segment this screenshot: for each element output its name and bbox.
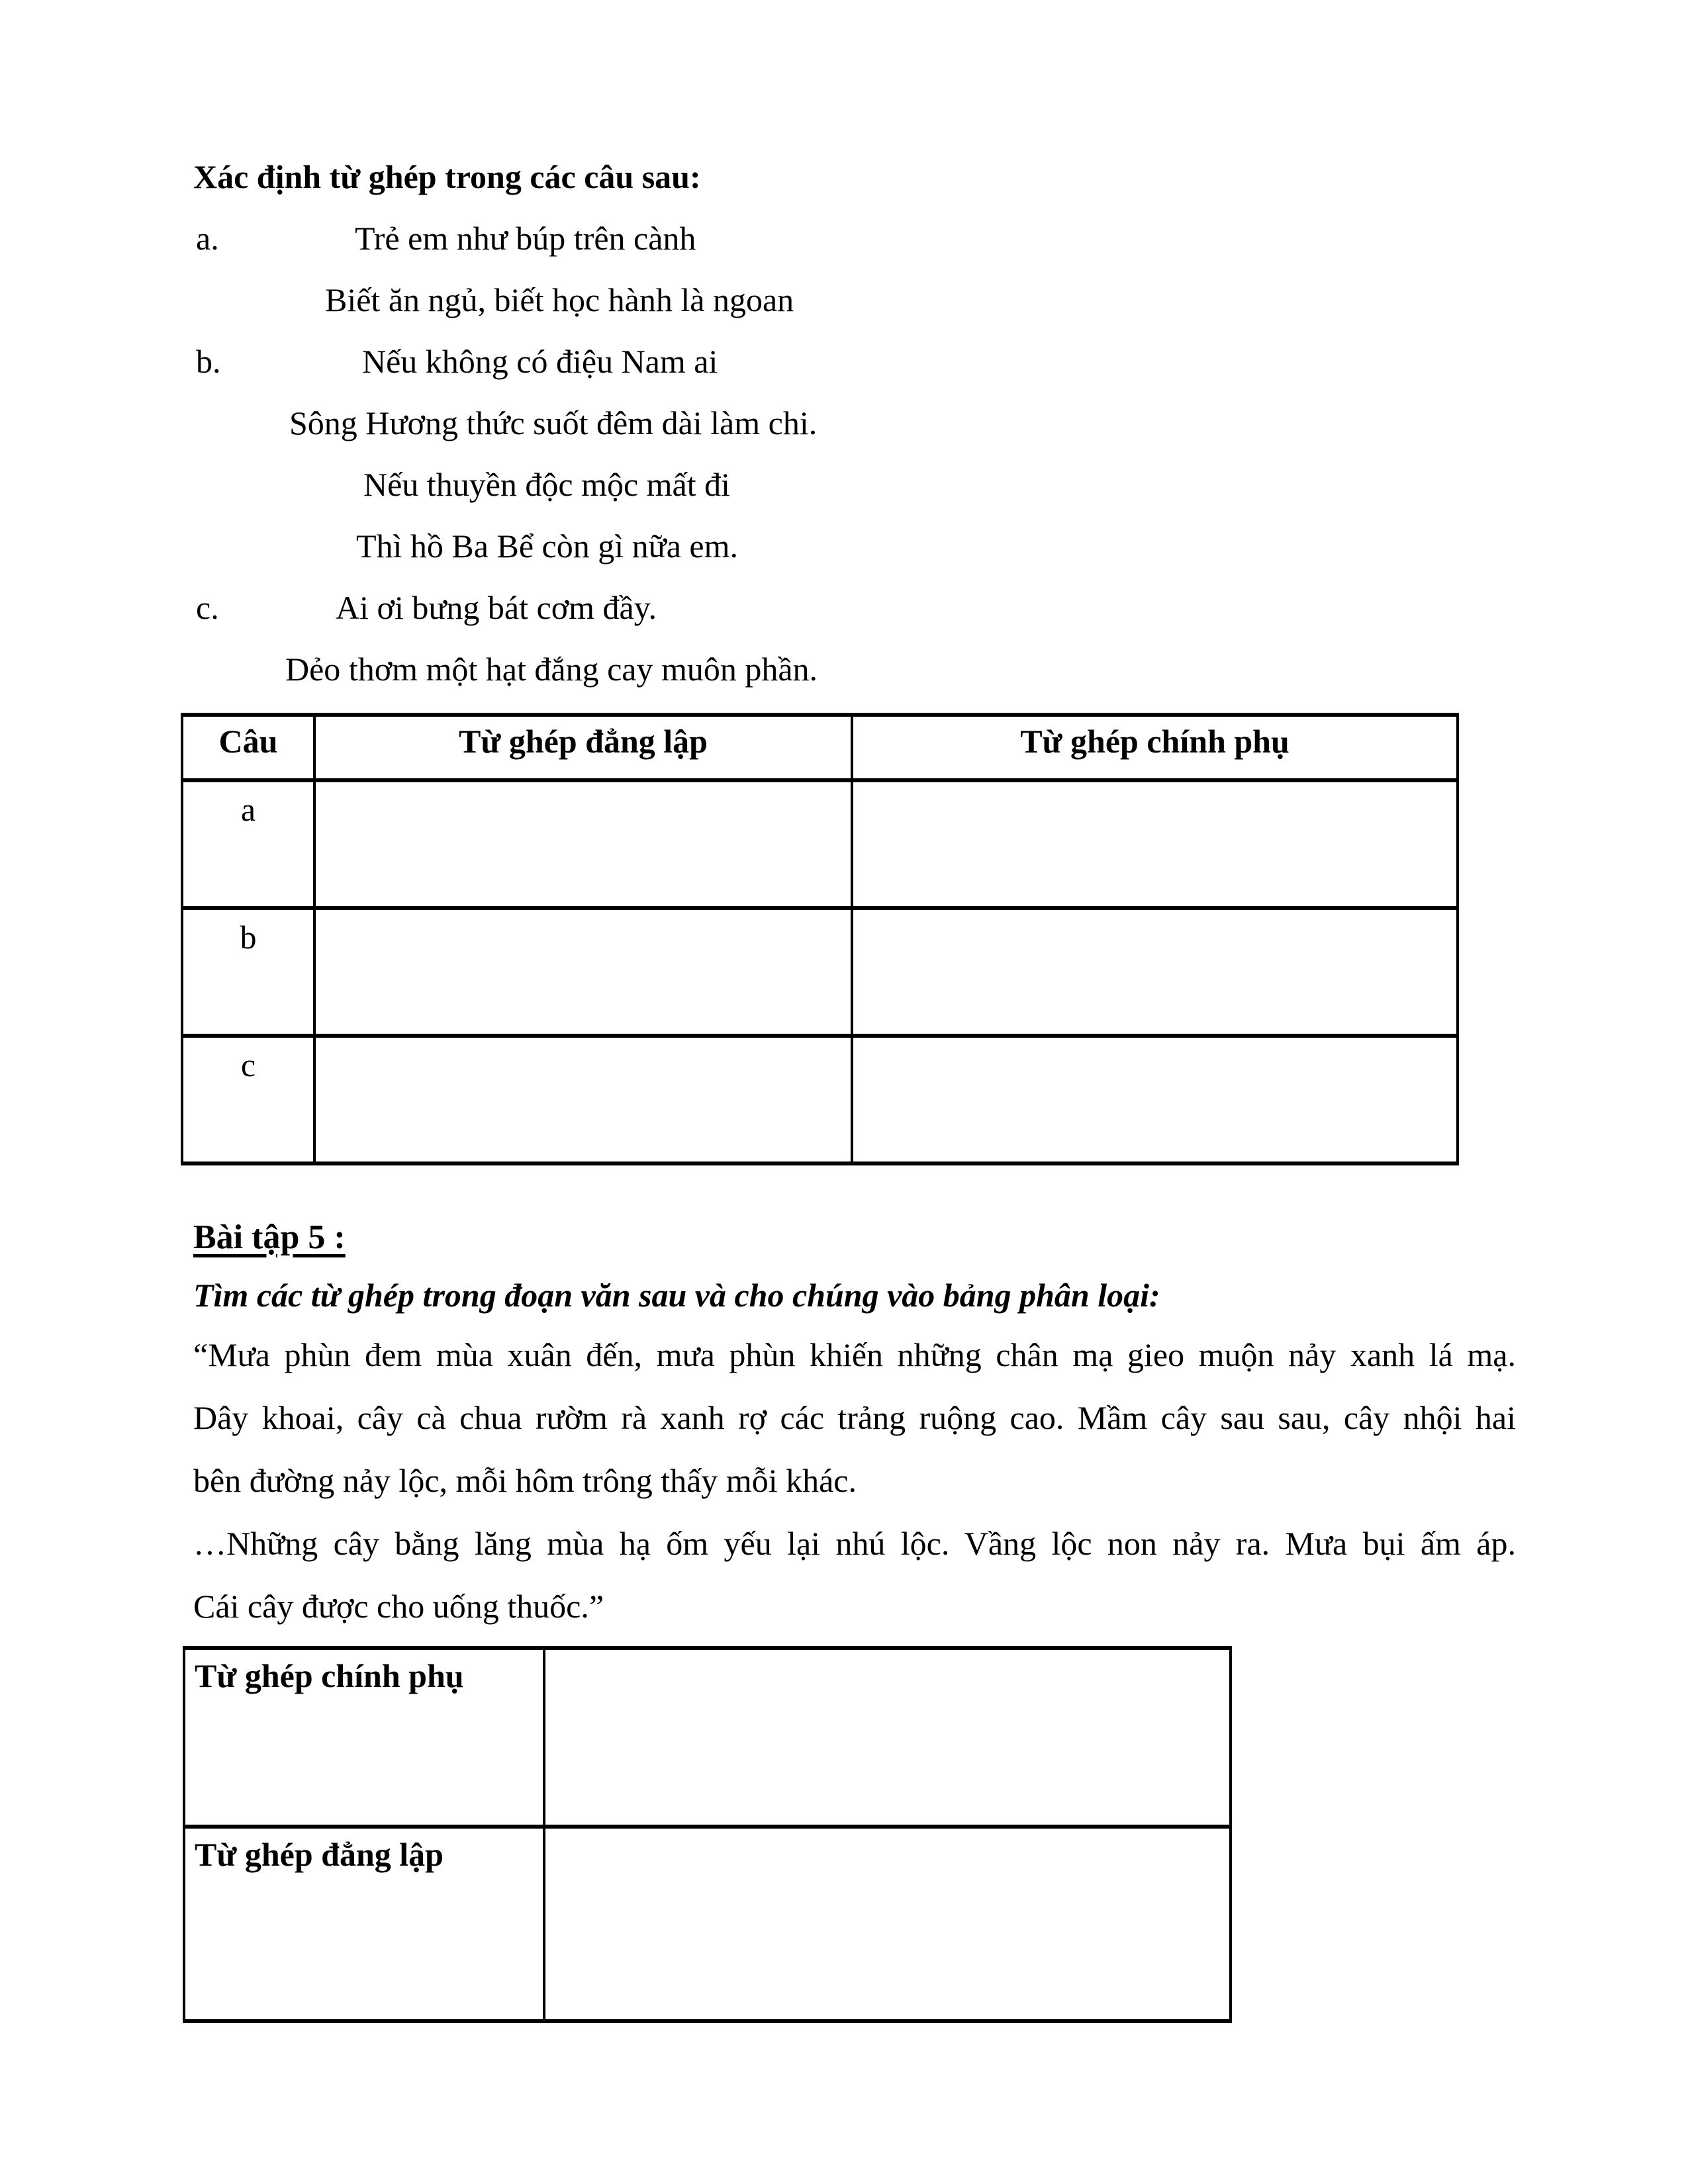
row-label-b: b [182, 908, 314, 1036]
table-row [182, 1036, 1458, 1163]
row-label-chinh-phu: Từ ghép chính phụ [184, 1648, 544, 1827]
exercise5-title: Bài tập 5 : [193, 1218, 346, 1256]
answer-cell-a-chinh-phu [852, 780, 1458, 908]
row-label-a: a [182, 780, 314, 908]
answer-cell-a-dang-lap [314, 780, 852, 908]
classification-table-ex4 [181, 713, 1459, 1165]
verse-line: Thì hồ Ba Bể còn gì nữa em. [356, 527, 738, 565]
table-row [184, 1827, 1231, 2021]
verse-line: Dẻo thơm một hạt đắng cay muôn phần. [285, 651, 818, 688]
table-header-row [182, 715, 1458, 780]
col-header-cau: Câu [182, 715, 314, 780]
answer-cell-b-dang-lap [314, 908, 852, 1036]
exercise4-heading: Xác định từ ghép trong các câu sau: [193, 158, 701, 195]
row-label-dang-lap: Từ ghép đẳng lập [184, 1827, 544, 2021]
paragraph-line: Cái cây được cho uống thuốc.” [193, 1588, 604, 1625]
verse-label-c: c. [196, 589, 219, 626]
answer-cell-chinh-phu [544, 1648, 1231, 1827]
row-label-c: c [182, 1036, 314, 1163]
paragraph-line: bên đường nảy lộc, mỗi hôm trông thấy mỗi khác. [193, 1462, 857, 1499]
verse-line: Trẻ em như búp trên cành [355, 220, 696, 257]
paragraph-line: …Những cây bằng lăng mùa hạ ốm yếu lại nhú lộc. Vầng lộc non nảy ra. Mưa bụi ấm áp. [193, 1525, 1516, 1562]
verse-label-b: b. [196, 343, 221, 380]
verse-line: Ai ơi bưng bát cơm đầy. [336, 589, 657, 626]
col-header-dang-lap: Từ ghép đẳng lập [314, 715, 852, 780]
verse-line: Nếu thuyền độc mộc mất đi [363, 466, 731, 503]
answer-cell-c-dang-lap [314, 1036, 852, 1163]
paragraph-line: Dây khoai, cây cà chua rườm rà xanh rợ các trảng ruộng cao. Mầm cây sau sau, cây nhội hai [193, 1399, 1516, 1436]
exercise5-instruction: Tìm các từ ghép trong đoạn văn sau và cho chúng vào bảng phân loại: [193, 1277, 1160, 1314]
classification-table-ex5 [183, 1646, 1232, 2023]
col-header-chinh-phu: Từ ghép chính phụ [852, 715, 1458, 780]
table-row [182, 780, 1458, 908]
verse-line: Nếu không có điệu Nam ai [362, 343, 718, 380]
verse-label-a: a. [196, 220, 219, 257]
answer-cell-c-chinh-phu [852, 1036, 1458, 1163]
answer-cell-b-chinh-phu [852, 908, 1458, 1036]
table-row [182, 908, 1458, 1036]
verse-line: Sông Hương thức suốt đêm dài làm chi. [289, 404, 818, 441]
paragraph-line: “Mưa phùn đem mùa xuân đến, mưa phùn khiến những chân mạ gieo muộn nảy xanh lá mạ. [193, 1336, 1516, 1373]
table-row [184, 1648, 1231, 1827]
answer-cell-dang-lap [544, 1827, 1231, 2021]
verse-line: Biết ăn ngủ, biết học hành là ngoan [325, 281, 794, 318]
